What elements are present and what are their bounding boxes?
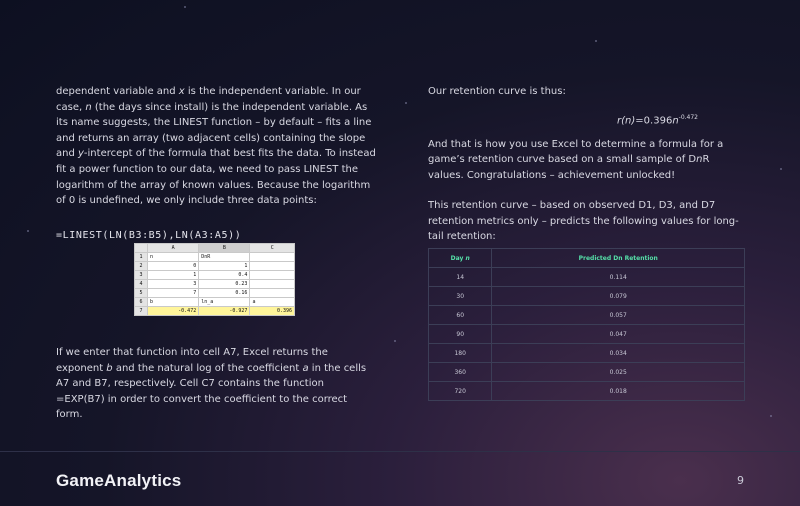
day-cell: 60 xyxy=(429,306,492,325)
day-cell: 720 xyxy=(429,382,492,401)
corner-cell xyxy=(135,244,148,253)
table-row xyxy=(429,363,745,382)
spreadsheet-row xyxy=(135,271,295,280)
header-predicted: Predicted Dn Retention xyxy=(492,249,745,268)
retention-table xyxy=(428,248,745,401)
value-cell: 0.057 xyxy=(492,306,745,325)
value-cell: 0.047 xyxy=(492,325,745,344)
paragraph-conclusion: And that is how you use Excel to determine a formula for a game’s retention curve based on a small sample of DnR values. Congratulations – achievement unlocked! xyxy=(428,138,724,181)
column-header: A xyxy=(148,244,199,253)
cell: 1 xyxy=(148,271,199,280)
cell: 0.4 xyxy=(199,271,250,280)
cell: 1 xyxy=(199,262,250,271)
day-cell: 180 xyxy=(429,344,492,363)
cell: DnR xyxy=(199,253,250,262)
star-decoration xyxy=(770,415,772,417)
value-cell: 0.114 xyxy=(492,268,745,287)
cell: 0 xyxy=(148,262,199,271)
cell xyxy=(250,262,295,271)
retention-table-header xyxy=(429,249,745,268)
paragraph-predicts: This retention curve – based on observed D1, D3, and D7 retention metrics only – predicts the following values for long-tail retention: xyxy=(428,200,739,243)
cell: 0.16 xyxy=(199,289,250,298)
cell xyxy=(250,271,295,280)
cell xyxy=(250,289,295,298)
row-number: 5 xyxy=(135,289,148,298)
cell xyxy=(250,253,295,262)
spreadsheet-header-row xyxy=(135,244,295,253)
footer-divider xyxy=(0,451,800,452)
gameanalytics-logo: GameAnalytics xyxy=(56,471,182,490)
spreadsheet-row xyxy=(135,253,295,262)
column-header: B xyxy=(199,244,250,253)
spreadsheet-row xyxy=(135,262,295,271)
cell: 7 xyxy=(148,289,199,298)
cell-highlighted: -0.927 xyxy=(199,307,250,316)
star-decoration xyxy=(184,6,186,8)
value-cell: 0.079 xyxy=(492,287,745,306)
row-number: 1 xyxy=(135,253,148,262)
table-row xyxy=(429,306,745,325)
row-number: 7 xyxy=(135,307,148,316)
cell: b xyxy=(148,298,199,307)
day-cell: 360 xyxy=(429,363,492,382)
cell: ln_a xyxy=(199,298,250,307)
header-day: Day n xyxy=(429,249,492,268)
row-number: 4 xyxy=(135,280,148,289)
table-row xyxy=(429,268,745,287)
cell: 0.23 xyxy=(199,280,250,289)
table-row xyxy=(429,382,745,401)
row-number: 6 xyxy=(135,298,148,307)
retention-equation: $r(n)=0.396n^{-0.472}$ xyxy=(617,113,698,126)
value-cell: 0.034 xyxy=(492,344,745,363)
paragraph-result: If we enter that function into cell A7, Excel returns the exponent b and the natural log of the coefficient a in the cells A7 and B7, respectively. Cell C7 contains the function =EXP(B7) in order to convert the coefficient to the correct form. xyxy=(56,347,367,421)
value-cell: 0.025 xyxy=(492,363,745,382)
cell: a xyxy=(250,298,295,307)
spreadsheet-row xyxy=(135,298,295,307)
star-decoration xyxy=(27,230,29,232)
cell xyxy=(250,280,295,289)
spreadsheet-row xyxy=(135,280,295,289)
day-cell: 14 xyxy=(429,268,492,287)
table-row xyxy=(429,344,745,363)
star-decoration xyxy=(405,102,407,104)
cell-highlighted: 0.396 xyxy=(250,307,295,316)
cell: 3 xyxy=(148,280,199,289)
paragraph-linest: dependent variable and x is the independent variable. In our case, n (the days since install) is the independent variable. As its name suggests, the LINEST function – by default – fits a line and returns an array (two adjacent cells) containing the slope and y-intercept of the formula that best fits the data. To instead fit a power function to our data, we need to pass LINEST the logarithm of the array of known values. Because the logarithm of 0 is undefined, we only include three data points: xyxy=(56,86,376,207)
value-cell: 0.018 xyxy=(492,382,745,401)
star-decoration xyxy=(394,340,396,342)
spreadsheet-screenshot xyxy=(134,243,295,316)
table-row xyxy=(429,287,745,306)
linest-formula: =LINEST(LN(B3:B5),LN(A3:A5)) xyxy=(56,229,242,241)
table-row xyxy=(429,325,745,344)
retention-intro: Our retention curve is thus: xyxy=(428,86,566,97)
cell: n xyxy=(148,253,199,262)
star-decoration xyxy=(595,40,597,42)
spreadsheet-row xyxy=(135,289,295,298)
row-number: 3 xyxy=(135,271,148,280)
right-column xyxy=(428,84,746,245)
row-number: 2 xyxy=(135,262,148,271)
page-number: 9 xyxy=(737,474,744,487)
day-cell: 90 xyxy=(429,325,492,344)
day-cell: 30 xyxy=(429,287,492,306)
star-decoration xyxy=(780,168,782,170)
column-header: C xyxy=(250,244,295,253)
cell-highlighted: -0.472 xyxy=(148,307,199,316)
spreadsheet-row xyxy=(135,307,295,316)
